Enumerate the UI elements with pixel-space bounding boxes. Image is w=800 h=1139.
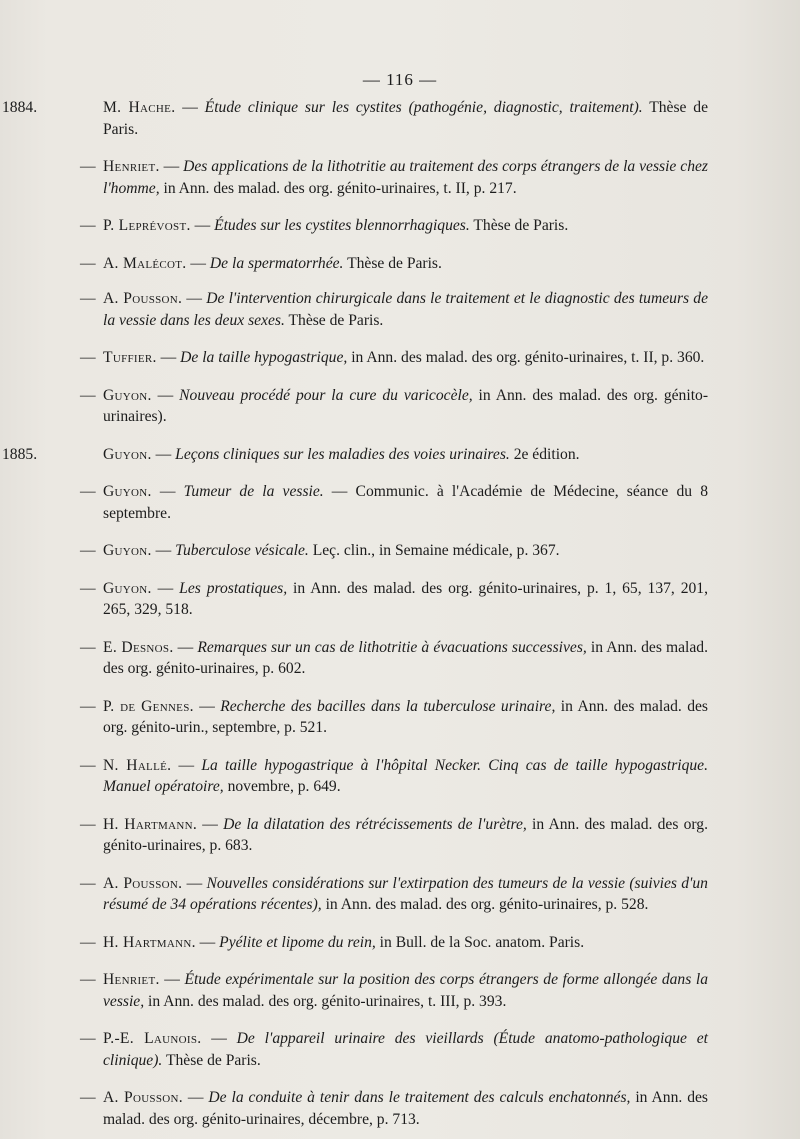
entry-author: Tuffier.	[103, 349, 157, 366]
entry-separator: —	[190, 217, 215, 234]
entry-title: De la conduite à tenir dans le traitement des calculs enchatonnés,	[208, 1089, 631, 1106]
entry-dash: —	[80, 254, 96, 272]
entry-separator: —	[151, 579, 180, 597]
entry-title: Tumeur de la vessie.	[183, 483, 324, 500]
entry-title: De la taille hypogastrique,	[180, 349, 348, 366]
entry-publication: in Ann. des malad. des org. génito-urinaires, t. III, p. 393.	[144, 992, 507, 1010]
entry-author: Henriet.	[103, 971, 160, 988]
entry-separator: —	[182, 874, 207, 892]
entry-separator: —	[193, 697, 221, 715]
bibliography-entry	[2, 97, 709, 140]
entry-publication: Leç. clin., in Semaine médicale, p. 367.	[308, 542, 560, 559]
entry-separator: —	[173, 638, 198, 656]
entry-title: Nouveau procédé pour la cure du varicocèle,	[179, 386, 473, 404]
entry-publication: Thèse de Paris.	[343, 254, 442, 272]
entry-author: A. Pousson.	[103, 874, 183, 892]
entry-author: N. Hallé.	[103, 756, 172, 774]
entry-title: Les prostatiques,	[179, 579, 288, 597]
bibliography-list	[2, 97, 709, 1130]
entry-publication: Thèse de Paris.	[469, 217, 569, 234]
entry-author: M. Hache.	[103, 99, 176, 116]
entry-publication: in Ann. des malad. des org. génito-urinaires, p. 602.	[103, 638, 709, 677]
entry-dash: —	[80, 697, 96, 715]
entry-publication: in Ann. des malad. des org. génito-urinaires, t. II, p. 360.	[347, 349, 705, 366]
entry-dash: —	[80, 349, 96, 366]
entry-publication: Thèse de Paris.	[103, 99, 709, 138]
entry-publication: 2e édition.	[509, 445, 580, 463]
entry-title: Leçons cliniques sur les maladies des voies urinaires.	[175, 445, 510, 463]
entry-author: H. Hartmann.	[103, 815, 198, 833]
entry-title: De l'intervention chirurgicale dans le traitement et le diagnostic des tumeurs de la vessie dans les deux sexes.	[103, 290, 708, 329]
entry-author: E. Desnos.	[103, 638, 174, 656]
entry-title: Tuberculose vésicale.	[175, 542, 309, 559]
entry-separator: —	[197, 815, 224, 833]
bibliography-entry	[80, 540, 708, 562]
entry-author: Guyon.	[103, 579, 152, 597]
entry-dash: —	[80, 290, 96, 307]
entry-separator: —	[182, 290, 207, 307]
entry-author: P.-E. Launois.	[103, 1030, 202, 1047]
bibliography-entry	[80, 578, 708, 621]
entry-separator: —	[151, 386, 180, 404]
entry-author: P. de Gennes.	[103, 697, 194, 715]
entry-separator: —	[159, 971, 185, 988]
bibliography-entry	[80, 156, 708, 199]
entry-dash: —	[80, 158, 96, 175]
entry-title: De la spermatorrhée.	[209, 254, 344, 272]
entry-publication: in Ann. des malad. des org. génito-urin., septembre, p. 521.	[103, 697, 708, 736]
entry-title: Pyélite et lipome du rein,	[219, 933, 376, 951]
entry-title: De la dilatation des rétrécissements de l'urètre,	[223, 815, 527, 833]
entry-dash: —	[80, 1030, 96, 1047]
entry-separator: —	[159, 158, 184, 175]
entry-publication: in Ann. des malad. des org. génito-urinaires, décembre, p. 713.	[103, 1089, 708, 1128]
entry-dash: —	[80, 756, 96, 774]
entry-dash: —	[80, 1089, 96, 1106]
entry-title: Remarques sur un cas de lithotritie à évacuations successives,	[197, 638, 587, 656]
entry-dash: —	[80, 579, 96, 597]
entry-publication: in Ann. des malad. des org. génito-urinaires, p. 1, 65, 137, 201, 265, 329, 518.	[103, 579, 708, 618]
bibliography-entry	[80, 1028, 708, 1071]
entry-separator: —	[195, 933, 220, 951]
bibliography-entry	[80, 637, 709, 680]
bibliography-entry	[80, 385, 709, 428]
entry-separator: —	[151, 445, 176, 463]
bibliography-entry	[80, 873, 708, 916]
bibliography-entry	[80, 347, 708, 369]
entry-author: Guyon.	[103, 386, 152, 404]
bibliography-entry	[80, 215, 708, 237]
entry-dash: —	[80, 217, 96, 234]
entry-separator: —	[186, 254, 210, 272]
entry-author: Guyon.	[103, 483, 152, 500]
bibliography-entry	[80, 481, 708, 524]
bibliography-entry	[80, 755, 709, 798]
entry-publication: in Ann. des malad. des org. génito-urinaires).	[103, 386, 709, 425]
entry-year: 1885.	[2, 445, 38, 463]
entry-separator: —	[201, 1030, 237, 1047]
entry-publication: in Ann. des malad. des org. génito-urinaires, p. 683.	[103, 815, 709, 854]
entry-author: H. Hartmann.	[103, 933, 196, 951]
entry-separator: —	[156, 349, 181, 366]
entry-author: P. Leprévost.	[103, 217, 191, 234]
entry-title: Des applications de la lithotritie au traitement des corps étrangers de la vessie chez l'homme,	[103, 158, 708, 197]
entry-title: Étude clinique sur les cystites (pathogénie, diagnostic, traitement).	[204, 99, 643, 116]
entry-dash: —	[80, 874, 96, 892]
entry-separator: —	[151, 542, 176, 559]
bibliography-entry	[80, 969, 709, 1012]
entry-dash: —	[80, 542, 96, 559]
entry-dash: —	[80, 933, 96, 951]
entry-publication: in Ann. des malad. des org. génito-urinaires, t. II, p. 217.	[159, 179, 517, 197]
entry-title: La taille hypogastrique à l'hôpital Necker. Cinq cas de taille hypogastrique. Manuel opératoire,	[103, 756, 709, 795]
entry-dash: —	[80, 638, 96, 656]
entry-publication: Thèse de Paris.	[284, 311, 384, 329]
entry-author: A. Malécot.	[103, 254, 187, 272]
bibliography-entry	[80, 253, 708, 275]
entry-author: A. Pousson.	[103, 1089, 183, 1106]
entry-title: Recherche des bacilles dans la tuberculose urinaire,	[220, 697, 556, 715]
bibliography-entry	[80, 1087, 708, 1130]
entry-author: Guyon.	[103, 542, 152, 559]
bibliography-entry	[2, 444, 708, 466]
entry-title: Étude expérimentale sur la position des corps étrangers de forme allongée dans la vessie,	[103, 971, 709, 1010]
entry-publication: in Bull. de la Soc. anatom. Paris.	[375, 933, 585, 951]
entry-separator: —	[171, 756, 202, 774]
entry-author: Guyon.	[103, 445, 152, 463]
entry-title: De l'appareil urinaire des vieillards (Étude anatomo-pathologique et clinique).	[103, 1030, 708, 1069]
bibliography-entry	[80, 288, 708, 331]
page-number: — 116 —	[362, 70, 438, 89]
entry-dash: —	[80, 386, 96, 404]
entry-dash: —	[80, 483, 96, 500]
entry-author: A. Pousson.	[103, 290, 183, 307]
bibliography-entry	[80, 814, 709, 857]
entry-title: Nouvelles considérations sur l'extirpation des tumeurs de la vessie (suivies d'un résumé de 34 opérations récentes),	[103, 874, 708, 913]
entry-publication: Thèse de Paris.	[162, 1051, 261, 1069]
entry-dash: —	[80, 971, 96, 988]
entry-publication: novembre, p. 649.	[223, 778, 341, 795]
bibliography-entry	[80, 696, 708, 739]
entry-publication: in Ann. des malad. des org. génito-urinaires, p. 528.	[321, 896, 649, 913]
entry-dash: —	[80, 815, 96, 833]
entry-separator: —	[182, 1089, 209, 1106]
entry-author: Henriet.	[103, 158, 160, 175]
entry-separator: —	[175, 99, 205, 116]
bibliography-entry	[80, 932, 708, 954]
entry-title: Études sur les cystites blennorrhagiques.	[214, 217, 470, 234]
entry-year: 1884.	[2, 99, 38, 116]
entry-publication: — Communic. à l'Académie de Médecine, séance du 8 septembre.	[103, 483, 708, 522]
entry-separator: —	[151, 483, 184, 500]
